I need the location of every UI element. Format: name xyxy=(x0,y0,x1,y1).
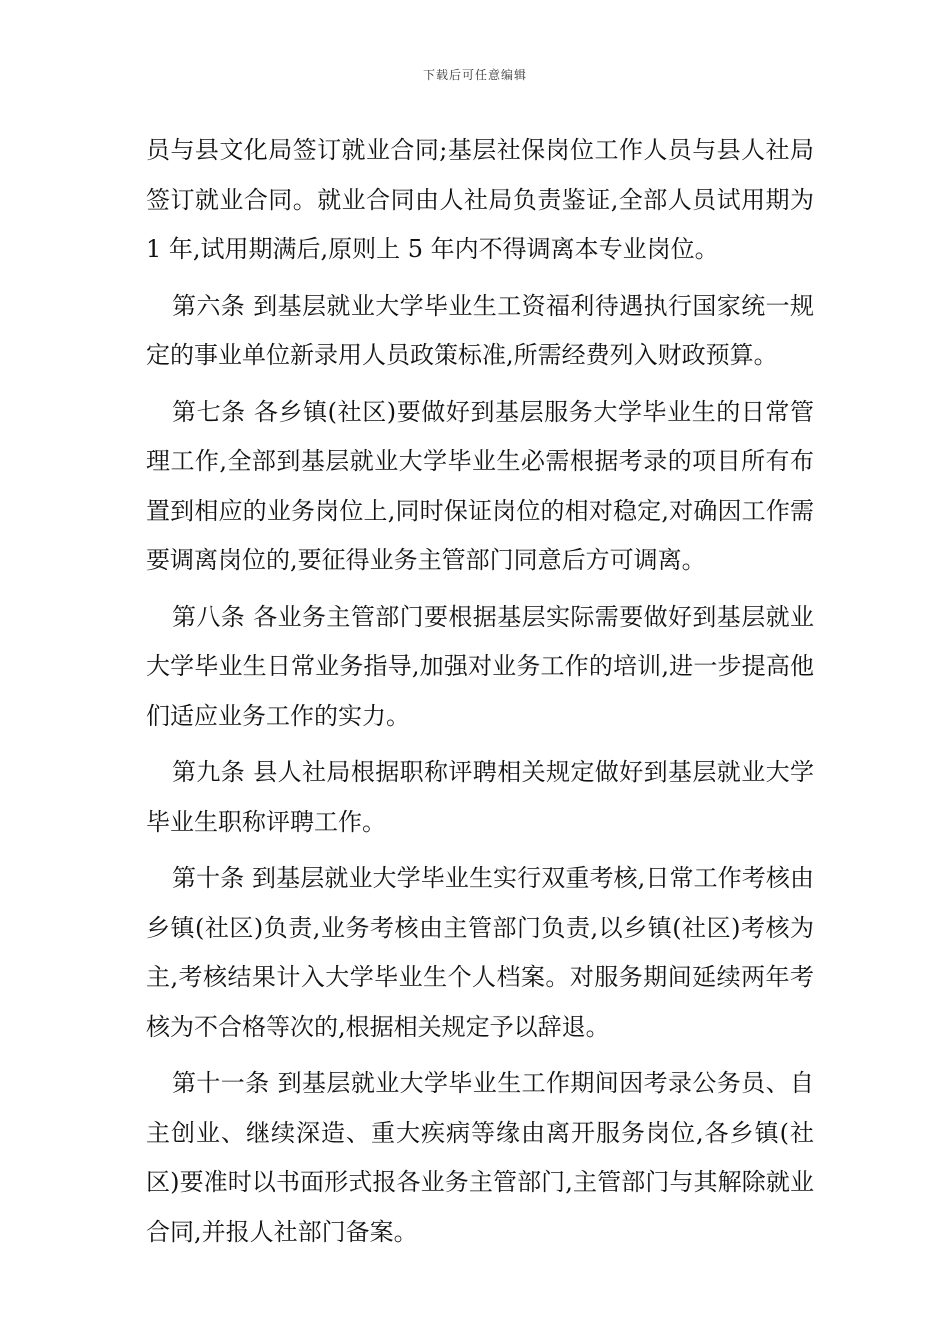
paragraph-article-7: 第七条 各乡镇(社区)要做好到基层服务大学毕业生的日常管理工作,全部到基层就业大学毕业生必需根据考录的项目所有布置到相应的业务岗位上,同时保证岗位的相对稳定,对确因工作需要调离岗位的,要征得业务主管部门同意后方可调离。 xyxy=(146,397,814,574)
page-header: 下载后可任意编辑 xyxy=(422,68,527,82)
paragraph-article-9: 第九条 县人社局根据职称评聘相关规定做好到基层就业大学毕业生职称评聘工作。 xyxy=(146,758,814,836)
paragraph-article-10: 第十条 到基层就业大学毕业生实行双重考核,日常工作考核由乡镇(社区)负责,业务考核由主管部门负责,以乡镇(社区)考核为主,考核结果计入大学毕业生个人档案。对服务期间延续两年考核为不合格等次的,根据相关规定予以辞退。 xyxy=(146,864,814,1041)
document-body xyxy=(146,126,814,1264)
paragraph-article-8: 第八条 各业务主管部门要根据基层实际需要做好到基层就业大学毕业生日常业务指导,加强对业务工作的培训,进一步提高他们适应业务工作的实力。 xyxy=(146,602,814,730)
paragraph-article-11: 第十一条 到基层就业大学毕业生工作期间因考录公务员、自主创业、继续深造、重大疾病等缘由离开服务岗位,各乡镇(社区)要准时以书面形式报各业务主管部门,主管部门与其解除就业合同,并报人社部门备案。 xyxy=(146,1069,814,1246)
paragraph-article-6: 第六条 到基层就业大学毕业生工资福利待遇执行国家统一规定的事业单位新录用人员政策标准,所需经费列入财政预算。 xyxy=(146,291,814,369)
paragraph-continuation: 员与县文化局签订就业合同;基层社保岗位工作人员与县人社局签订就业合同。就业合同由人社局负责鉴证,全部人员试用期为 1 年,试用期满后,原则上 5 年内不得调离本专业岗位。 xyxy=(146,136,814,263)
